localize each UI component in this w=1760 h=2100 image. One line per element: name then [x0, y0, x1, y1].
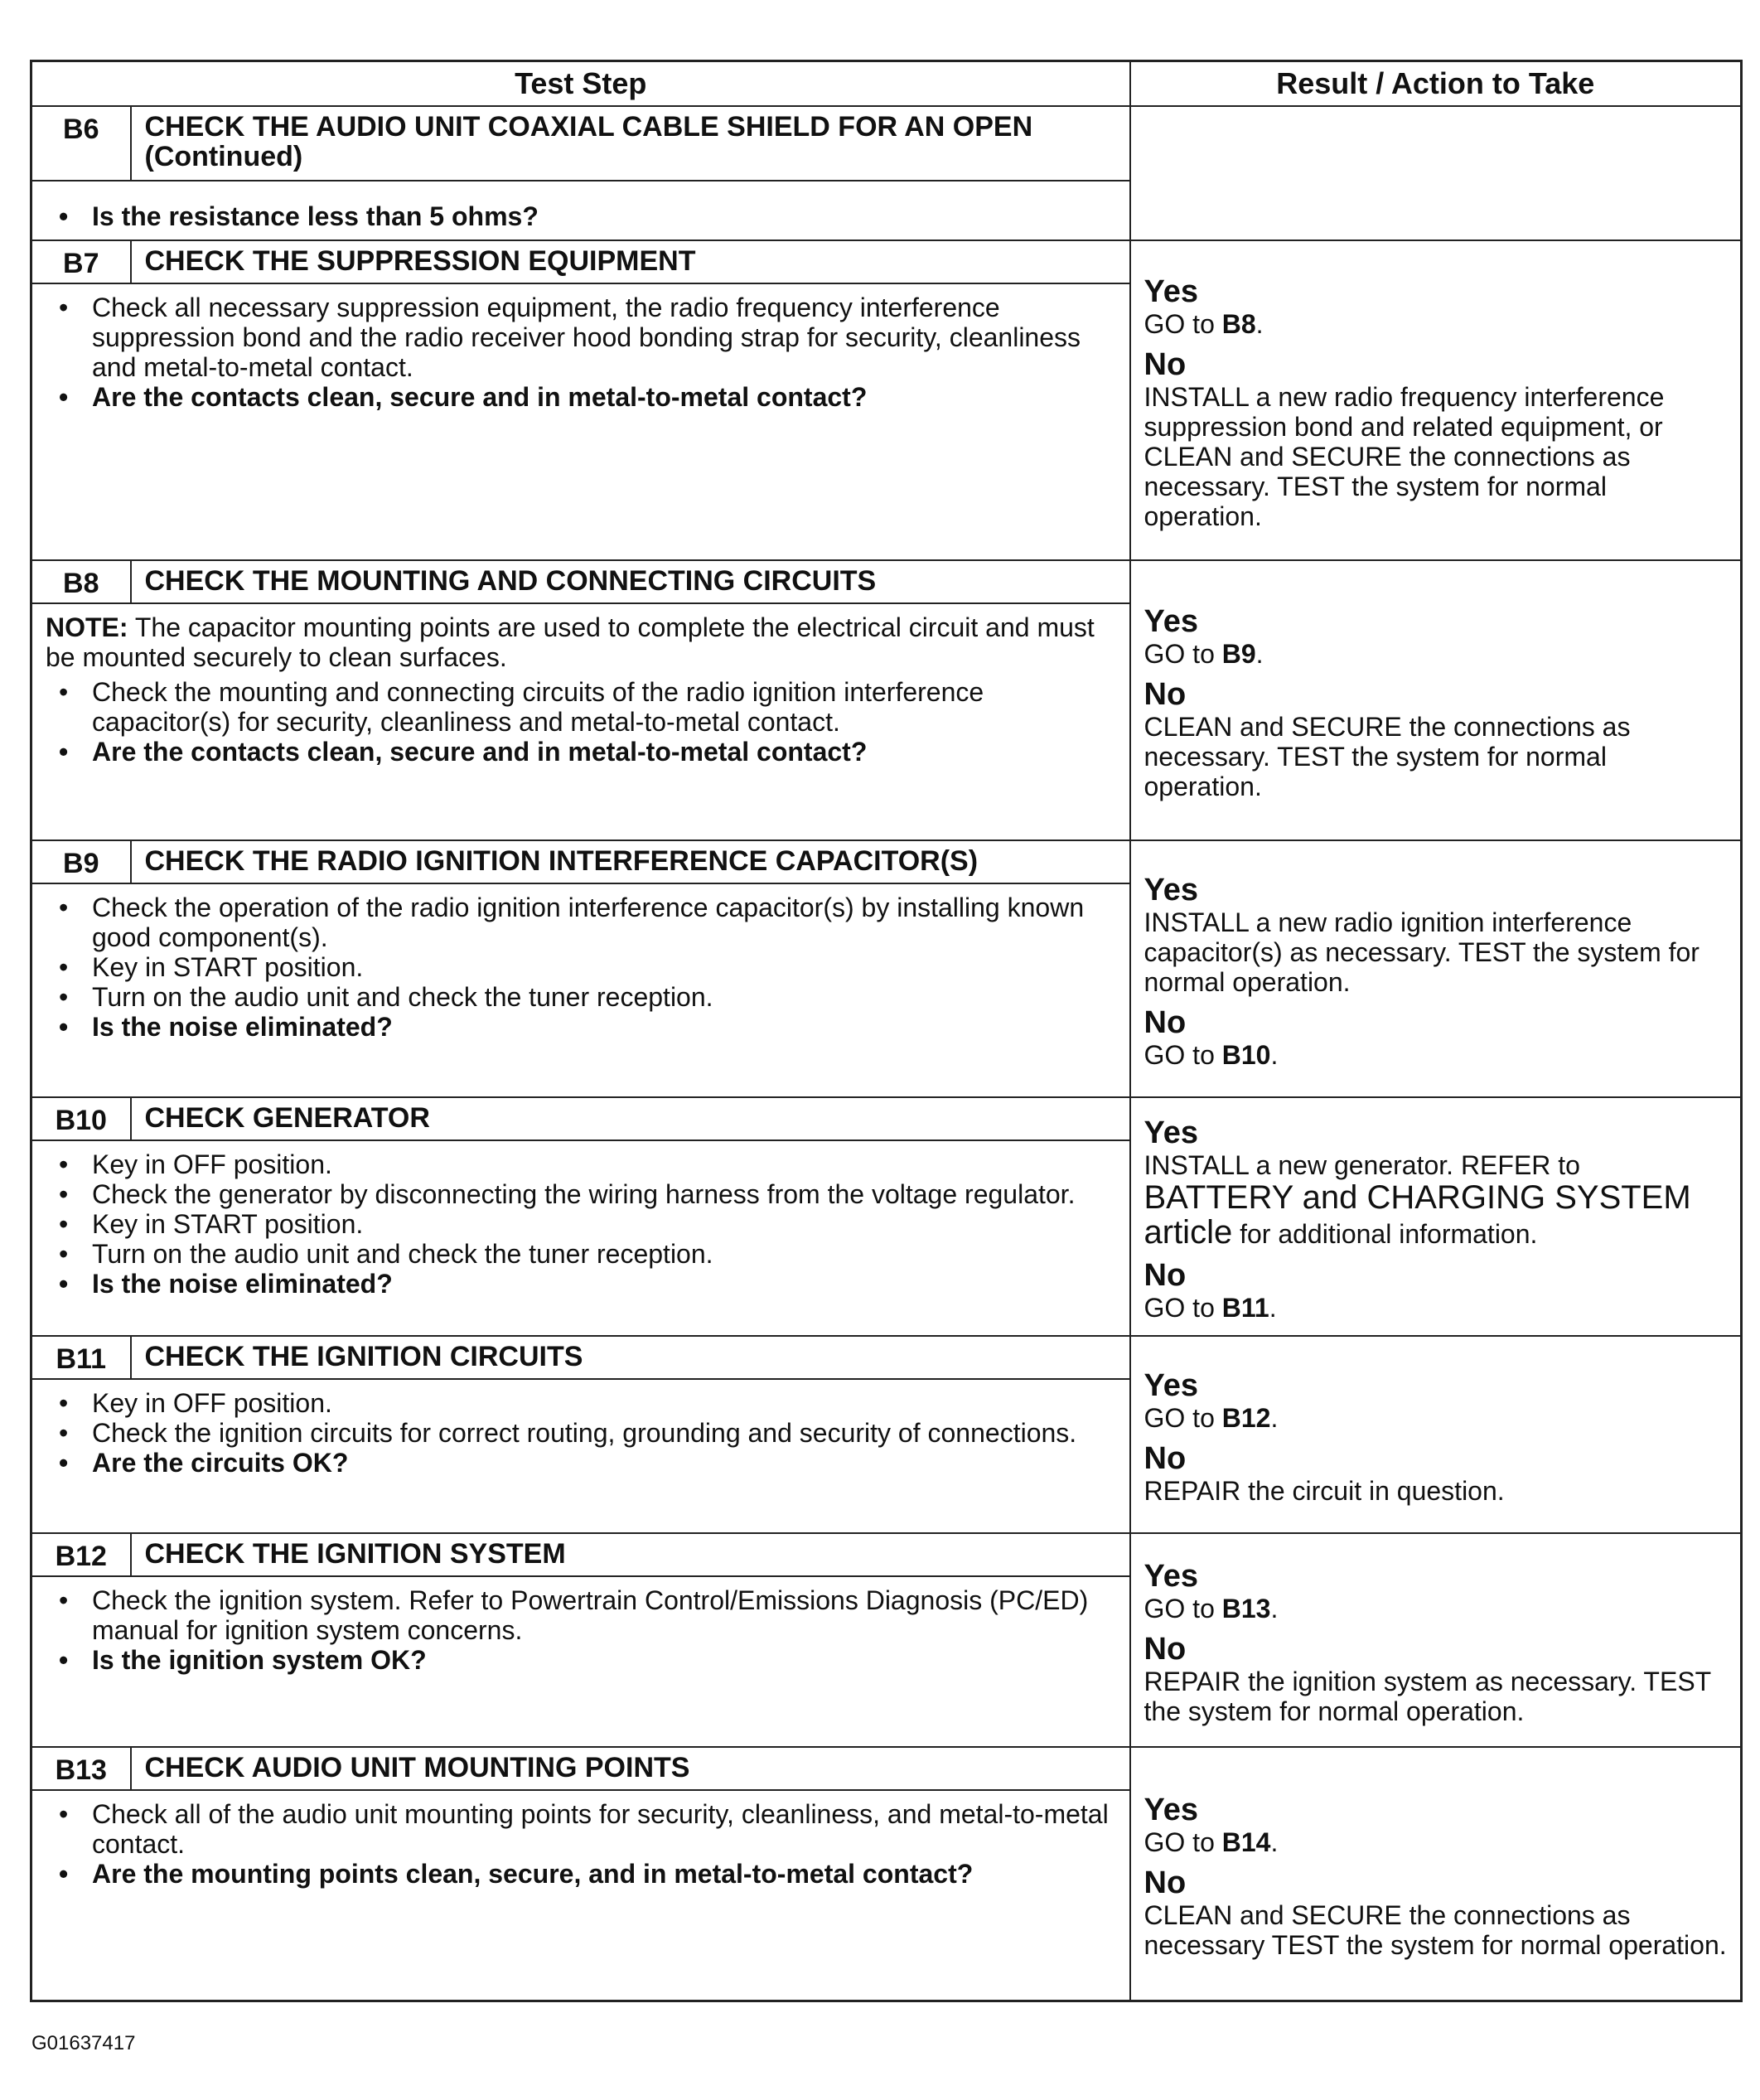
- step-question: • Is the resistance less than 5 ohms?: [46, 201, 1113, 231]
- step-body: [31, 283, 1130, 560]
- step-question: • Are the contacts clean, secure and in metal-to-metal contact?: [46, 737, 1113, 767]
- step-title: CHECK AUDIO UNIT MOUNTING POINTS: [131, 1747, 1130, 1790]
- result-no-label: No: [1144, 1632, 1187, 1667]
- step-title-row: [31, 840, 1742, 883]
- step-id: B7: [31, 240, 131, 283]
- result-no-action: REPAIR the ignition system as necessary. TEST the system for normal operation.: [1144, 1667, 1711, 1726]
- step-instruction: • Key in START position.: [46, 1209, 1113, 1239]
- step-title-row: [31, 1336, 1742, 1379]
- header-result-action: Result / Action to Take: [1130, 61, 1742, 107]
- step-instruction: • Turn on the audio unit and check the tuner reception.: [46, 982, 1113, 1012]
- result-yes-action: INSTALL a new generator. REFER to BATTERY and CHARGING SYSTEM article for additional information.: [1144, 1150, 1691, 1251]
- reference-article: BATTERY and CHARGING SYSTEM article: [1144, 1179, 1691, 1251]
- result-no-action: REPAIR the circuit in question.: [1144, 1476, 1505, 1506]
- step-instruction: • Check the operation of the radio ignition interference capacitor(s) by installing known good component(s).: [46, 893, 1113, 952]
- diagnostic-table: [30, 60, 1743, 2002]
- step-title-row: [31, 560, 1742, 603]
- step-title: CHECK THE IGNITION CIRCUITS: [131, 1336, 1130, 1379]
- step-title-row: [31, 106, 1742, 181]
- step-id: B10: [31, 1097, 131, 1140]
- step-title: CHECK THE AUDIO UNIT COAXIAL CABLE SHIELD FOR AN OPEN (Continued): [131, 106, 1130, 181]
- step-instruction: • Key in START position.: [46, 952, 1113, 982]
- result-yes-label: Yes: [1144, 1368, 1199, 1403]
- step-id: B13: [31, 1747, 131, 1790]
- step-id: B12: [31, 1533, 131, 1576]
- step-question: • Is the noise eliminated?: [46, 1012, 1113, 1042]
- result-no-label: No: [1144, 1005, 1187, 1040]
- step-id: B8: [31, 560, 131, 603]
- result-yes-label: Yes: [1144, 1559, 1199, 1594]
- result-cell: [1130, 240, 1742, 560]
- step-instruction: • Key in OFF position.: [46, 1388, 1113, 1418]
- step-instruction: • Check the ignition system. Refer to Powertrain Control/Emissions Diagnosis (PC/ED) manual for ignition system concerns.: [46, 1585, 1113, 1645]
- result-no-label: No: [1144, 677, 1187, 712]
- step-body: [31, 603, 1130, 840]
- result-yes-action: GO to B13.: [1144, 1594, 1279, 1623]
- step-title-row: [31, 1747, 1742, 1790]
- result-no-action: GO to B11.: [1144, 1293, 1277, 1323]
- step-instruction: • Check the generator by disconnecting the wiring harness from the voltage regulator.: [46, 1179, 1113, 1209]
- result-yes-action: INSTALL a new radio ignition interference capacitor(s) as necessary. TEST the system for normal operation.: [1144, 907, 1700, 997]
- result-no-label: No: [1144, 1441, 1187, 1476]
- step-title-row: [31, 1533, 1742, 1576]
- note-label: NOTE:: [46, 612, 128, 642]
- result-no-action: CLEAN and SECURE the connections as necessary. TEST the system for normal operation.: [1144, 712, 1631, 801]
- result-cell: [1130, 1336, 1742, 1533]
- step-body: [31, 181, 1130, 240]
- result-no-action: INSTALL a new radio frequency interference suppression bond and related equipment, or CLEAN and SECURE the connections as necessary. TEST the system for normal operation.: [1144, 382, 1665, 531]
- step-question: • Are the mounting points clean, secure, and in metal-to-metal contact?: [46, 1859, 1113, 1889]
- step-instruction: • Check the mounting and connecting circuits of the radio ignition interference capacitor(s) for security, cleanliness and metal-to-metal contact.: [46, 677, 1113, 737]
- step-title: CHECK THE MOUNTING AND CONNECTING CIRCUITS: [131, 560, 1130, 603]
- result-no-action: GO to B10.: [1144, 1040, 1279, 1070]
- result-yes-label: Yes: [1144, 274, 1199, 309]
- note-text: The capacitor mounting points are used to complete the electrical circuit and must be mounted securely to clean surfaces.: [46, 612, 1095, 672]
- result-yes-action: GO to B8.: [1144, 309, 1264, 339]
- step-title: CHECK THE IGNITION SYSTEM: [131, 1533, 1130, 1576]
- step-title: CHECK THE SUPPRESSION EQUIPMENT: [131, 240, 1130, 283]
- result-yes-label: Yes: [1144, 1792, 1199, 1827]
- step-id: B6: [31, 106, 131, 181]
- step-title-row: [31, 240, 1742, 283]
- result-yes-action: GO to B14.: [1144, 1827, 1279, 1857]
- result-yes-label: Yes: [1144, 1115, 1199, 1150]
- result-yes-action: GO to B12.: [1144, 1403, 1279, 1433]
- result-no-label: No: [1144, 347, 1187, 382]
- result-yes-label: Yes: [1144, 604, 1199, 639]
- table-header-row: [31, 61, 1742, 107]
- step-instruction: • Turn on the audio unit and check the tuner reception.: [46, 1239, 1113, 1269]
- result-cell: [1130, 560, 1742, 840]
- result-cell: [1130, 840, 1742, 1097]
- step-body: [31, 1576, 1130, 1747]
- step-instruction: • Check the ignition circuits for correct routing, grounding and security of connections.: [46, 1418, 1113, 1448]
- figure-id: G01637417: [31, 2032, 136, 2054]
- result-yes-action: GO to B9.: [1144, 639, 1264, 669]
- step-instruction: • Check all of the audio unit mounting points for security, cleanliness, and metal-to-metal contact.: [46, 1799, 1113, 1859]
- step-id: B9: [31, 840, 131, 883]
- step-instruction: • Key in OFF position.: [46, 1149, 1113, 1179]
- result-cell-empty: [1130, 106, 1742, 240]
- step-question: • Is the ignition system OK?: [46, 1645, 1113, 1675]
- step-body: [31, 1379, 1130, 1533]
- step-title: CHECK THE RADIO IGNITION INTERFERENCE CAPACITOR(S): [131, 840, 1130, 883]
- result-cell: [1130, 1097, 1742, 1336]
- result-no-label: No: [1144, 1258, 1187, 1293]
- result-no-label: No: [1144, 1865, 1187, 1900]
- result-cell: [1130, 1533, 1742, 1747]
- step-question: • Are the circuits OK?: [46, 1448, 1113, 1478]
- step-body: [31, 1790, 1130, 2001]
- step-note: [46, 612, 1113, 672]
- step-id: B11: [31, 1336, 131, 1379]
- step-title: CHECK GENERATOR: [131, 1097, 1130, 1140]
- step-instruction: • Check all necessary suppression equipment, the radio frequency interference suppression bond and the radio receiver hood bonding strap for security, cleanliness and metal-to-metal contact.: [46, 293, 1113, 382]
- result-no-action: CLEAN and SECURE the connections as necessary TEST the system for normal operation.: [1144, 1899, 1727, 1960]
- step-title-row: [31, 1097, 1742, 1140]
- step-body: [31, 1140, 1130, 1336]
- result-yes-label: Yes: [1144, 873, 1199, 907]
- header-test-step: Test Step: [31, 61, 1130, 107]
- result-cell: [1130, 1747, 1742, 2001]
- step-question: • Is the noise eliminated?: [46, 1269, 1113, 1299]
- step-question: • Are the contacts clean, secure and in metal-to-metal contact?: [46, 382, 1113, 412]
- step-body: [31, 883, 1130, 1097]
